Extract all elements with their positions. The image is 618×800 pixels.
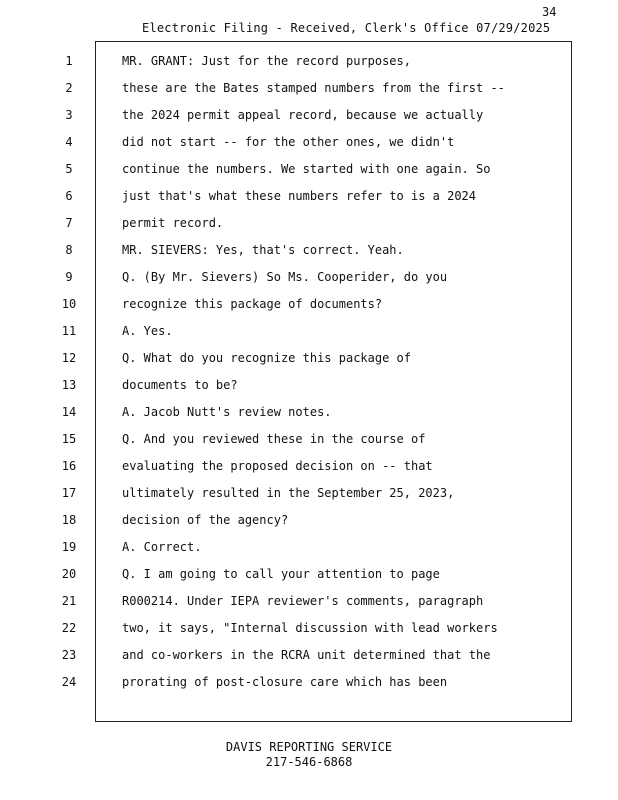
reporting-phone: 217-546-6868 — [265, 755, 353, 769]
line-number: 14 — [61, 405, 77, 419]
transcript-line: A. Jacob Nutt's review notes. — [122, 405, 332, 419]
transcript-line: and co-workers in the RCRA unit determined that the — [122, 648, 491, 662]
reporting-company: DAVIS REPORTING SERVICE — [225, 740, 393, 754]
line-number: 1 — [65, 54, 73, 68]
line-number: 6 — [65, 189, 73, 203]
transcript-line: did not start -- for the other ones, we didn't — [122, 135, 455, 149]
transcript-line: Q. And you reviewed these in the course of — [122, 432, 426, 446]
line-number: 21 — [61, 594, 77, 608]
transcript-line: continue the numbers. We started with one again. So — [122, 162, 491, 176]
line-number: 16 — [61, 459, 77, 473]
line-number: 17 — [61, 486, 77, 500]
line-number: 20 — [61, 567, 77, 581]
transcript-line: decision of the agency? — [122, 513, 289, 527]
transcript-line: documents to be? — [122, 378, 238, 392]
transcript-line: two, it says, "Internal discussion with lead workers — [122, 621, 498, 635]
line-number: 7 — [65, 216, 73, 230]
transcript-line: these are the Bates stamped numbers from the first -- — [122, 81, 505, 95]
line-number: 3 — [65, 108, 73, 122]
transcript-line: the 2024 permit appeal record, because we actually — [122, 108, 484, 122]
page-number: 34 — [542, 5, 557, 19]
transcript-line: just that's what these numbers refer to is a 2024 — [122, 189, 477, 203]
transcript-line: permit record. — [122, 216, 224, 230]
transcript-line: MR. GRANT: Just for the record purposes, — [122, 54, 411, 68]
transcript-line: A. Correct. — [122, 540, 202, 554]
line-number: 24 — [61, 675, 77, 689]
line-number: 11 — [61, 324, 77, 338]
line-number: 5 — [65, 162, 73, 176]
transcript-line: prorating of post-closure care which has been — [122, 675, 448, 689]
transcript-line: ultimately resulted in the September 25, 2023, — [122, 486, 455, 500]
line-number: 4 — [65, 135, 73, 149]
transcript-line: Q. (By Mr. Sievers) So Ms. Cooperider, do you — [122, 270, 448, 284]
transcript-line: Q. I am going to call your attention to page — [122, 567, 440, 581]
line-number: 22 — [61, 621, 77, 635]
line-number: 12 — [61, 351, 77, 365]
transcript-line: A. Yes. — [122, 324, 173, 338]
transcript-line: recognize this package of documents? — [122, 297, 383, 311]
transcript-line: Q. What do you recognize this package of — [122, 351, 411, 365]
page-footer — [0, 740, 618, 770]
line-number: 8 — [65, 243, 73, 257]
line-number: 2 — [65, 81, 73, 95]
filing-stamp: Electronic Filing - Received, Clerk's Office 07/29/2025 — [142, 21, 551, 35]
line-number: 10 — [61, 297, 77, 311]
transcript-line: R000214. Under IEPA reviewer's comments, paragraph — [122, 594, 484, 608]
line-number: 23 — [61, 648, 77, 662]
line-number: 19 — [61, 540, 77, 554]
line-number: 9 — [65, 270, 73, 284]
transcript-line: evaluating the proposed decision on -- that — [122, 459, 433, 473]
line-number: 18 — [61, 513, 77, 527]
line-number: 15 — [61, 432, 77, 446]
transcript-line: MR. SIEVERS: Yes, that's correct. Yeah. — [122, 243, 404, 257]
line-number: 13 — [61, 378, 77, 392]
